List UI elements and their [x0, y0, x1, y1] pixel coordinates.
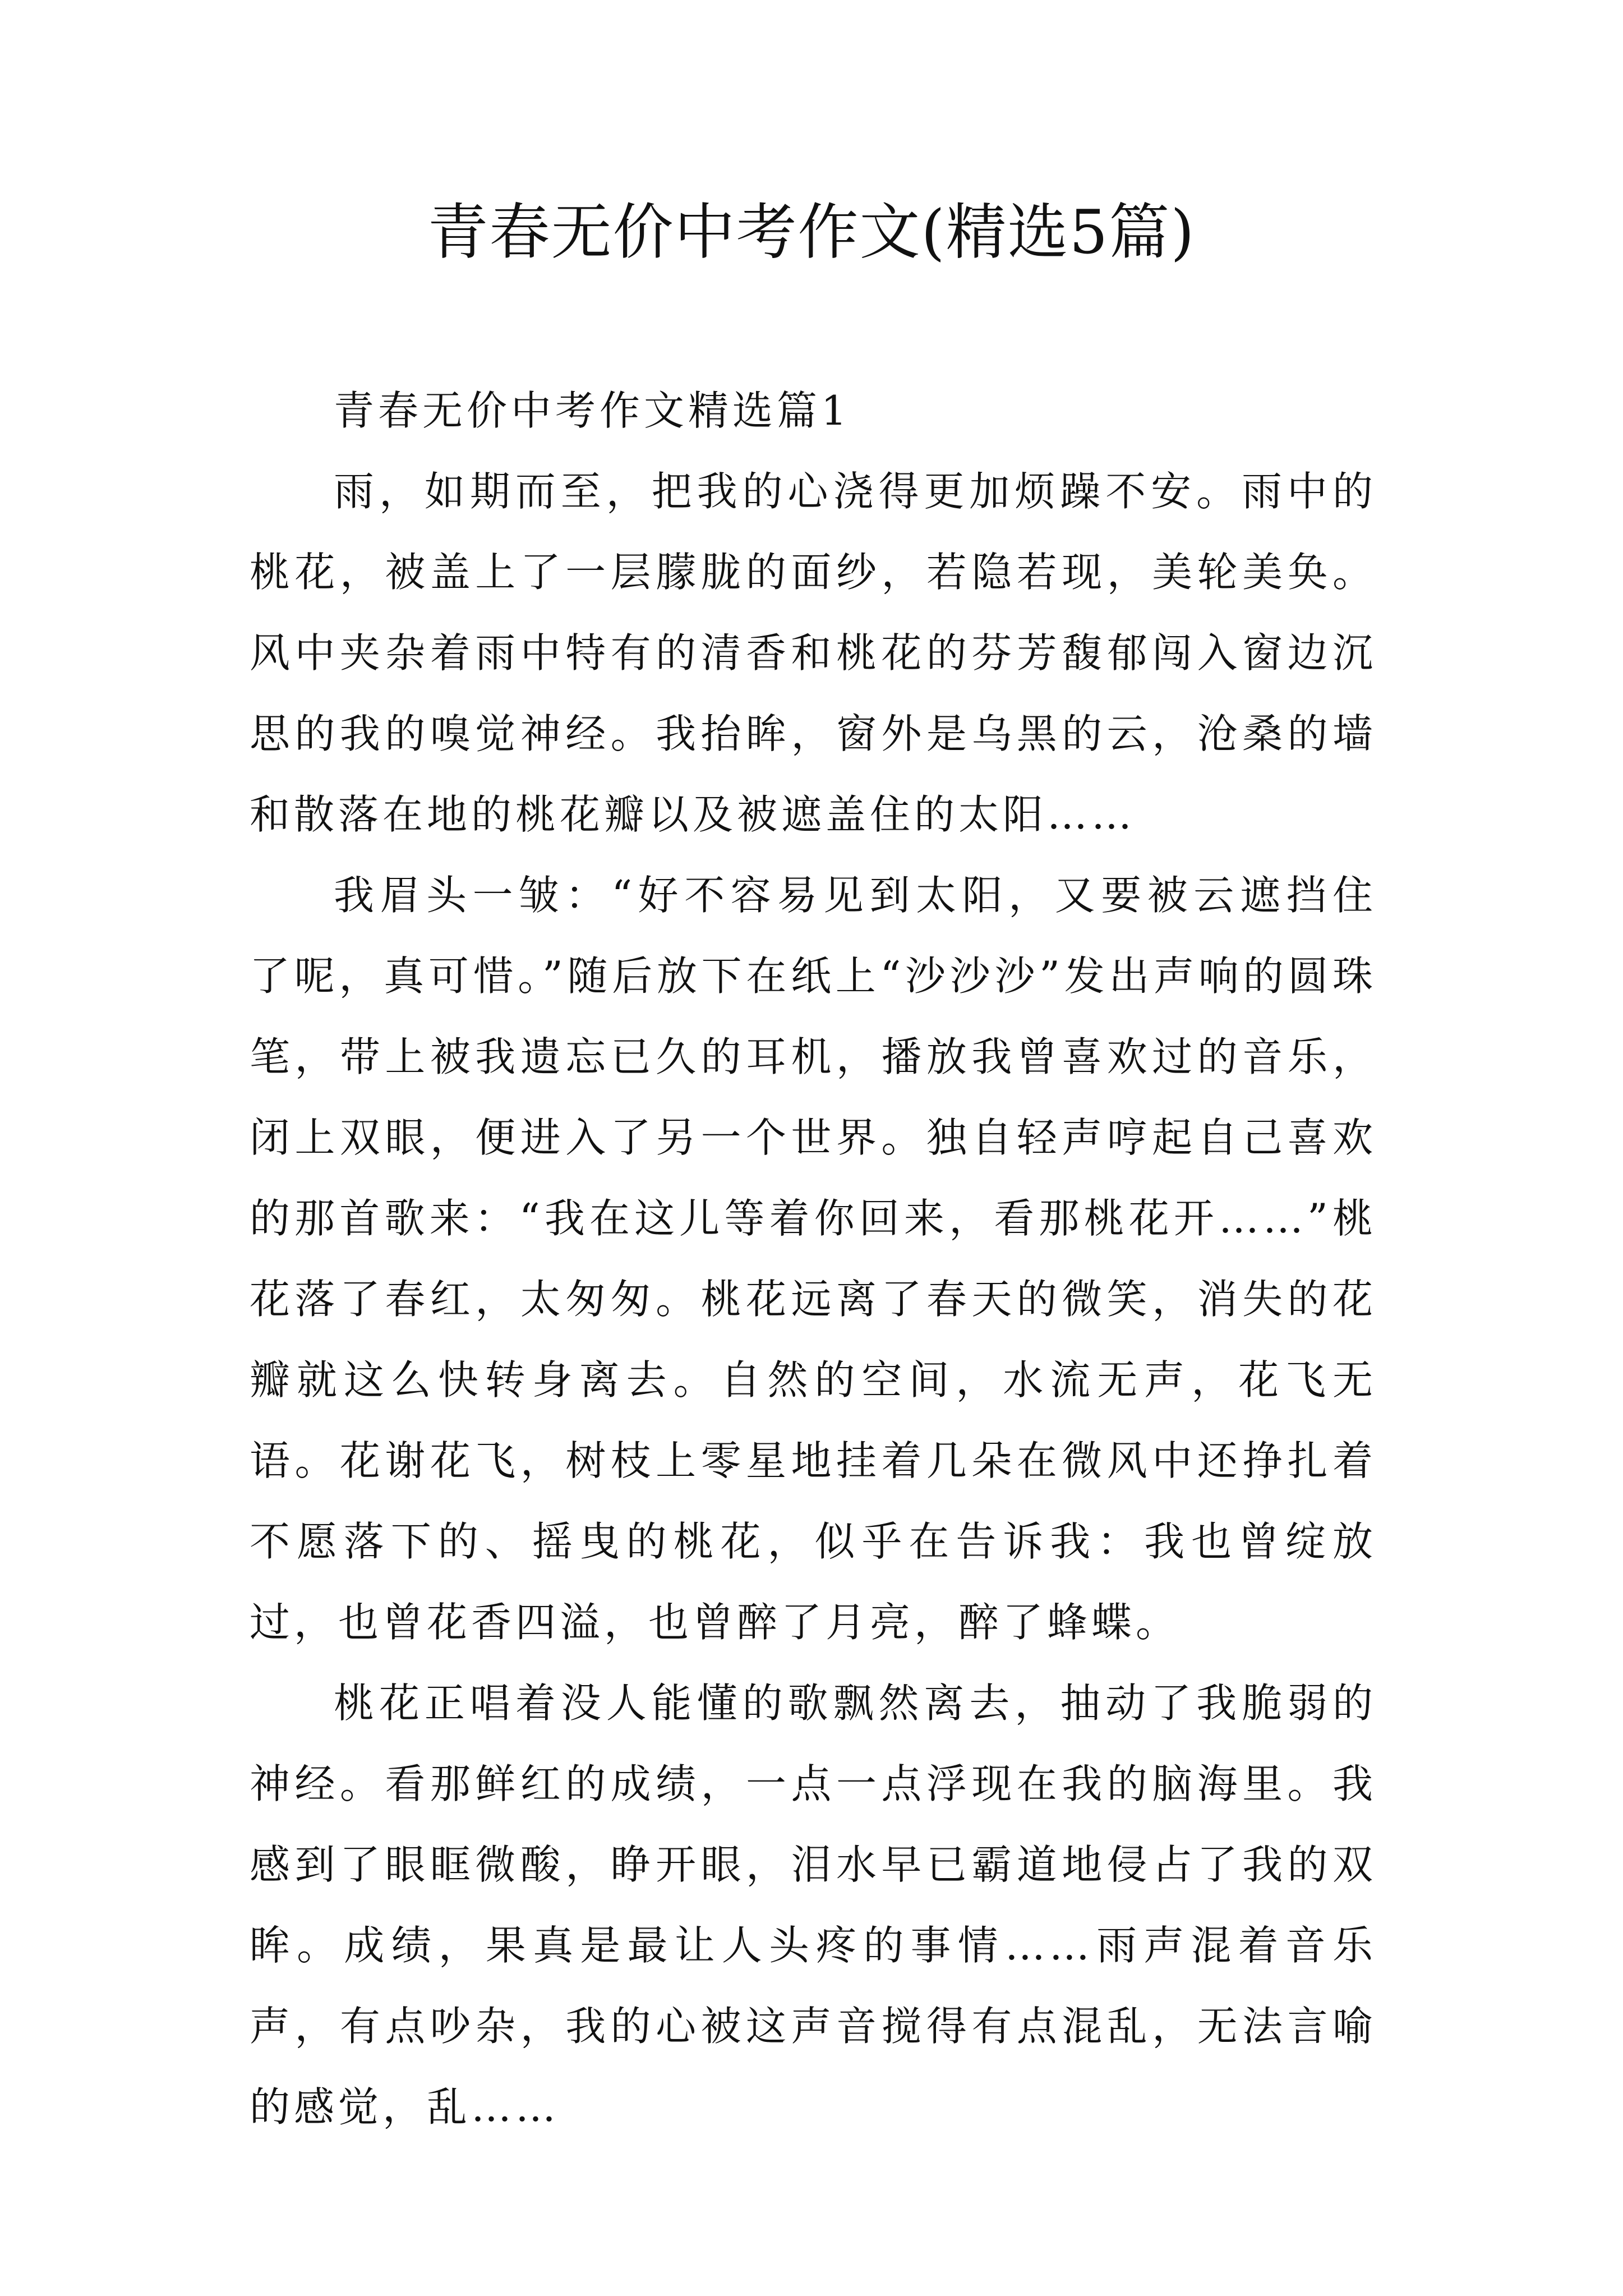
document-body — [250, 370, 1377, 2147]
section-heading: 青春无价中考作文精选篇1 — [334, 387, 851, 434]
paragraph-2: 我眉头一皱：“好不容易见到太阳，又要被云遮挡住了呢，真可惜。”随后放下在纸上“沙沙沙”发出声响的圆珠笔，带上被我遗忘已久的耳机，播放我曾喜欢过的音乐，闭上双眼，便进入了另一个世界。独自轻声哼起自己喜欢的那首歌来：“我在这儿等着你回来，看那桃花开……”桃花落了春红，太匆匆。桃花远离了春天的微笑，消失的花瓣就这么快转身离去。自然的空间，水流无声，花飞无语。花谢花飞，树枝上零星地挂着几朵在微风中还挣扎着不愿落下的、摇曳的桃花，似乎在告诉我：我也曾绽放过，也曾花香四溢，也曾醉了月亮，醉了蜂蝶。 — [250, 872, 1377, 1646]
paragraph-1: 雨，如期而至，把我的心浇得更加烦躁不安。雨中的桃花，被盖上了一层朦胧的面纱，若隐若现，美轮美奂。风中夹杂着雨中特有的清香和桃花的芬芳馥郁闯入窗边沉思的我的嗅觉神经。我抬眸，窗外是乌黑的云，沧桑的墙和散落在地的桃花瓣以及被遮盖住的太阳…… — [250, 468, 1377, 838]
document-title: 青春无价中考作文(精选5篇) — [427, 197, 1196, 268]
paragraph-3: 桃花正唱着没人能懂的歌飘然离去，抽动了我脆弱的神经。看那鲜红的成绩，一点一点浮现在我的脑海里。我感到了眼眶微酸，睁开眼，泪水早已霸道地侵占了我的双眸。成绩，果真是最让人头疼的事情……雨声混着音乐声，有点吵杂，我的心被这声音搅得有点混乱，无法言喻的感觉，乱…… — [250, 1680, 1377, 2131]
